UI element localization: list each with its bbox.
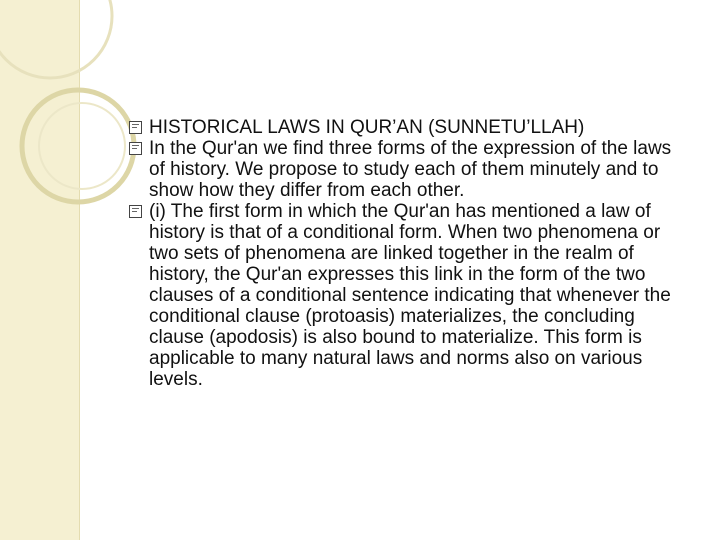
bullet-first-form xyxy=(129,201,689,390)
bullet-box-icon xyxy=(129,121,142,134)
heading-text: HISTORICAL LAWS IN QUR’AN (SUNNETU’LLAH) xyxy=(149,117,585,138)
intro-text: In the Qur'an we find three forms of the expression of the laws of history. We propose to study each of them minutely and to show how they differ from each other. xyxy=(149,138,672,201)
bullet-intro xyxy=(129,138,689,201)
large-ring xyxy=(0,0,112,78)
bullet-box-icon xyxy=(129,205,142,218)
bullet-heading xyxy=(129,117,689,138)
first-form-text: (i) The first form in which the Qur'an has mentioned a law of history is that of a conditional form. When two phenomena or two sets of phenomena are linked together in the realm of history, the Qur'an expresses this link in the form of the two clauses of a conditional sentence indicating that whenever the conditional clause (protoasis) materializes, the concluding clause (apodosis) is also bound to materialize. This form is applicable to many natural laws and norms also on various levels. xyxy=(149,201,671,390)
slide-content xyxy=(129,117,689,390)
bullet-box-icon xyxy=(129,142,142,155)
small-ring xyxy=(39,103,125,189)
